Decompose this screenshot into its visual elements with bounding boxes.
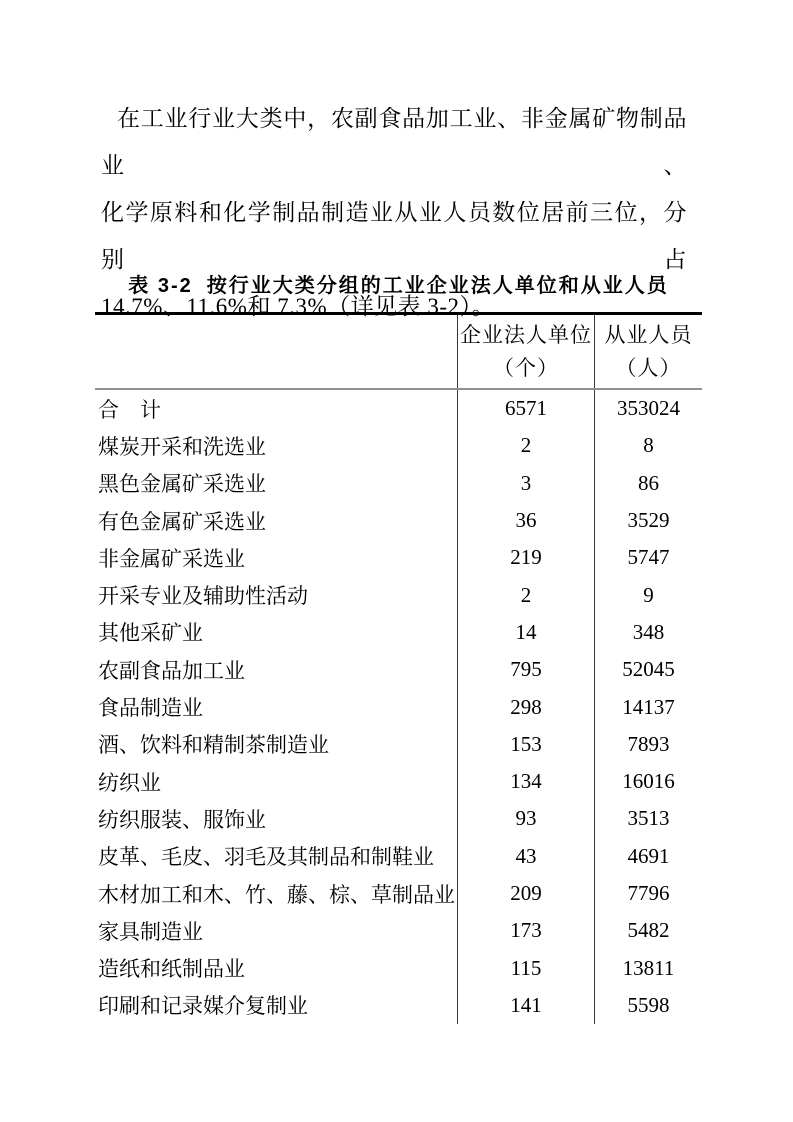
cell-units-value: 36 bbox=[457, 502, 594, 539]
cell-employees-value: 353024 bbox=[594, 390, 702, 427]
table-row bbox=[95, 465, 702, 502]
cell-industry: 纺织业 bbox=[98, 770, 161, 795]
header-cell-employees bbox=[594, 315, 702, 388]
cell-industry: 印刷和记录媒介复制业 bbox=[98, 994, 308, 1019]
cell-units-value: 2 bbox=[457, 427, 594, 464]
cell-employees-value: 7796 bbox=[594, 875, 702, 912]
cell-units-value: 3 bbox=[457, 465, 594, 502]
cell-units-value: 795 bbox=[457, 651, 594, 688]
table-row bbox=[95, 651, 702, 688]
header-cell-industry bbox=[95, 315, 457, 388]
cell-industry: 食品制造业 bbox=[98, 696, 203, 721]
table-row bbox=[95, 912, 702, 949]
table-number: 表 3-2 bbox=[128, 275, 193, 297]
cell-employees-value: 13811 bbox=[594, 949, 702, 986]
paragraph-line-3: 14.7%、11.6%和 7.3%（详见表 3-2）。 bbox=[101, 294, 496, 319]
cell-industry: 其他采矿业 bbox=[98, 621, 203, 646]
cell-industry: 黑色金属矿采选业 bbox=[98, 472, 266, 497]
cell-industry: 纺织服装、服饰业 bbox=[98, 807, 266, 832]
header-units-label: 企业法人单位 bbox=[460, 322, 592, 347]
cell-industry: 煤炭开采和洗选业 bbox=[98, 434, 266, 459]
header-units-unit: （个） bbox=[493, 355, 559, 380]
table-row bbox=[95, 427, 702, 464]
paragraph-line-2: 化学原料和化学制品制造业从业人员数位居前三位，分别占 bbox=[101, 200, 687, 272]
cell-units-value: 14 bbox=[457, 614, 594, 651]
paragraph-line-1: 在工业行业大类中，农副食品加工业、非金属矿物制品业、 bbox=[101, 106, 687, 178]
table-row bbox=[95, 390, 702, 427]
cell-employees-value: 348 bbox=[594, 614, 702, 651]
cell-industry: 农副食品加工业 bbox=[98, 658, 245, 683]
cell-employees-value: 3513 bbox=[594, 800, 702, 837]
cell-industry: 有色金属矿采选业 bbox=[98, 509, 266, 534]
cell-employees-value: 5598 bbox=[594, 987, 702, 1024]
table-row bbox=[95, 987, 702, 1024]
cell-employees-value: 5482 bbox=[594, 912, 702, 949]
table-row bbox=[95, 838, 702, 875]
cell-employees-value: 8 bbox=[594, 427, 702, 464]
cell-units-value: 141 bbox=[457, 987, 594, 1024]
table-row bbox=[95, 576, 702, 613]
cell-units-value: 93 bbox=[457, 800, 594, 837]
cell-industry: 非金属矿采选业 bbox=[98, 546, 245, 571]
cell-employees-value: 5747 bbox=[594, 539, 702, 576]
table-row bbox=[95, 688, 702, 725]
cell-industry: 家具制造业 bbox=[98, 919, 203, 944]
cell-industry: 酒、饮料和精制茶制造业 bbox=[98, 733, 329, 758]
cell-units-value: 2 bbox=[457, 576, 594, 613]
table-row bbox=[95, 875, 702, 912]
data-table bbox=[95, 312, 702, 1024]
cell-units-value: 209 bbox=[457, 875, 594, 912]
table-row bbox=[95, 949, 702, 986]
table-row bbox=[95, 763, 702, 800]
cell-industry: 皮革、毛皮、羽毛及其制品和制鞋业 bbox=[98, 845, 434, 870]
table-row bbox=[95, 800, 702, 837]
cell-industry: 合 计 bbox=[98, 397, 161, 422]
cell-units-value: 6571 bbox=[457, 390, 594, 427]
table-row bbox=[95, 539, 702, 576]
header-cell-units bbox=[457, 315, 594, 388]
table-row bbox=[95, 726, 702, 763]
table-body bbox=[95, 390, 702, 1024]
cell-employees-value: 86 bbox=[594, 465, 702, 502]
cell-employees-value: 14137 bbox=[594, 688, 702, 725]
header-employees-unit: （人） bbox=[615, 355, 682, 380]
cell-industry: 木材加工和木、竹、藤、棕、草制品业 bbox=[98, 882, 455, 907]
table-header-row bbox=[95, 315, 702, 390]
table-row bbox=[95, 502, 702, 539]
cell-employees-value: 52045 bbox=[594, 651, 702, 688]
cell-units-value: 173 bbox=[457, 912, 594, 949]
cell-units-value: 219 bbox=[457, 539, 594, 576]
table-title bbox=[95, 274, 702, 298]
cell-units-value: 43 bbox=[457, 838, 594, 875]
cell-units-value: 134 bbox=[457, 763, 594, 800]
cell-units-value: 115 bbox=[457, 949, 594, 986]
table-title-text: 按行业大类分组的工业企业法人单位和从业人员 bbox=[206, 275, 669, 297]
header-employees-label: 从业人员 bbox=[604, 322, 693, 347]
cell-employees-value: 9 bbox=[594, 576, 702, 613]
cell-employees-value: 3529 bbox=[594, 502, 702, 539]
cell-units-value: 298 bbox=[457, 688, 594, 725]
cell-units-value: 153 bbox=[457, 726, 594, 763]
cell-industry: 开采专业及辅助性活动 bbox=[98, 584, 308, 609]
cell-employees-value: 4691 bbox=[594, 838, 702, 875]
table-row bbox=[95, 614, 702, 651]
cell-employees-value: 7893 bbox=[594, 726, 702, 763]
cell-employees-value: 16016 bbox=[594, 763, 702, 800]
cell-industry: 造纸和纸制品业 bbox=[98, 957, 245, 982]
